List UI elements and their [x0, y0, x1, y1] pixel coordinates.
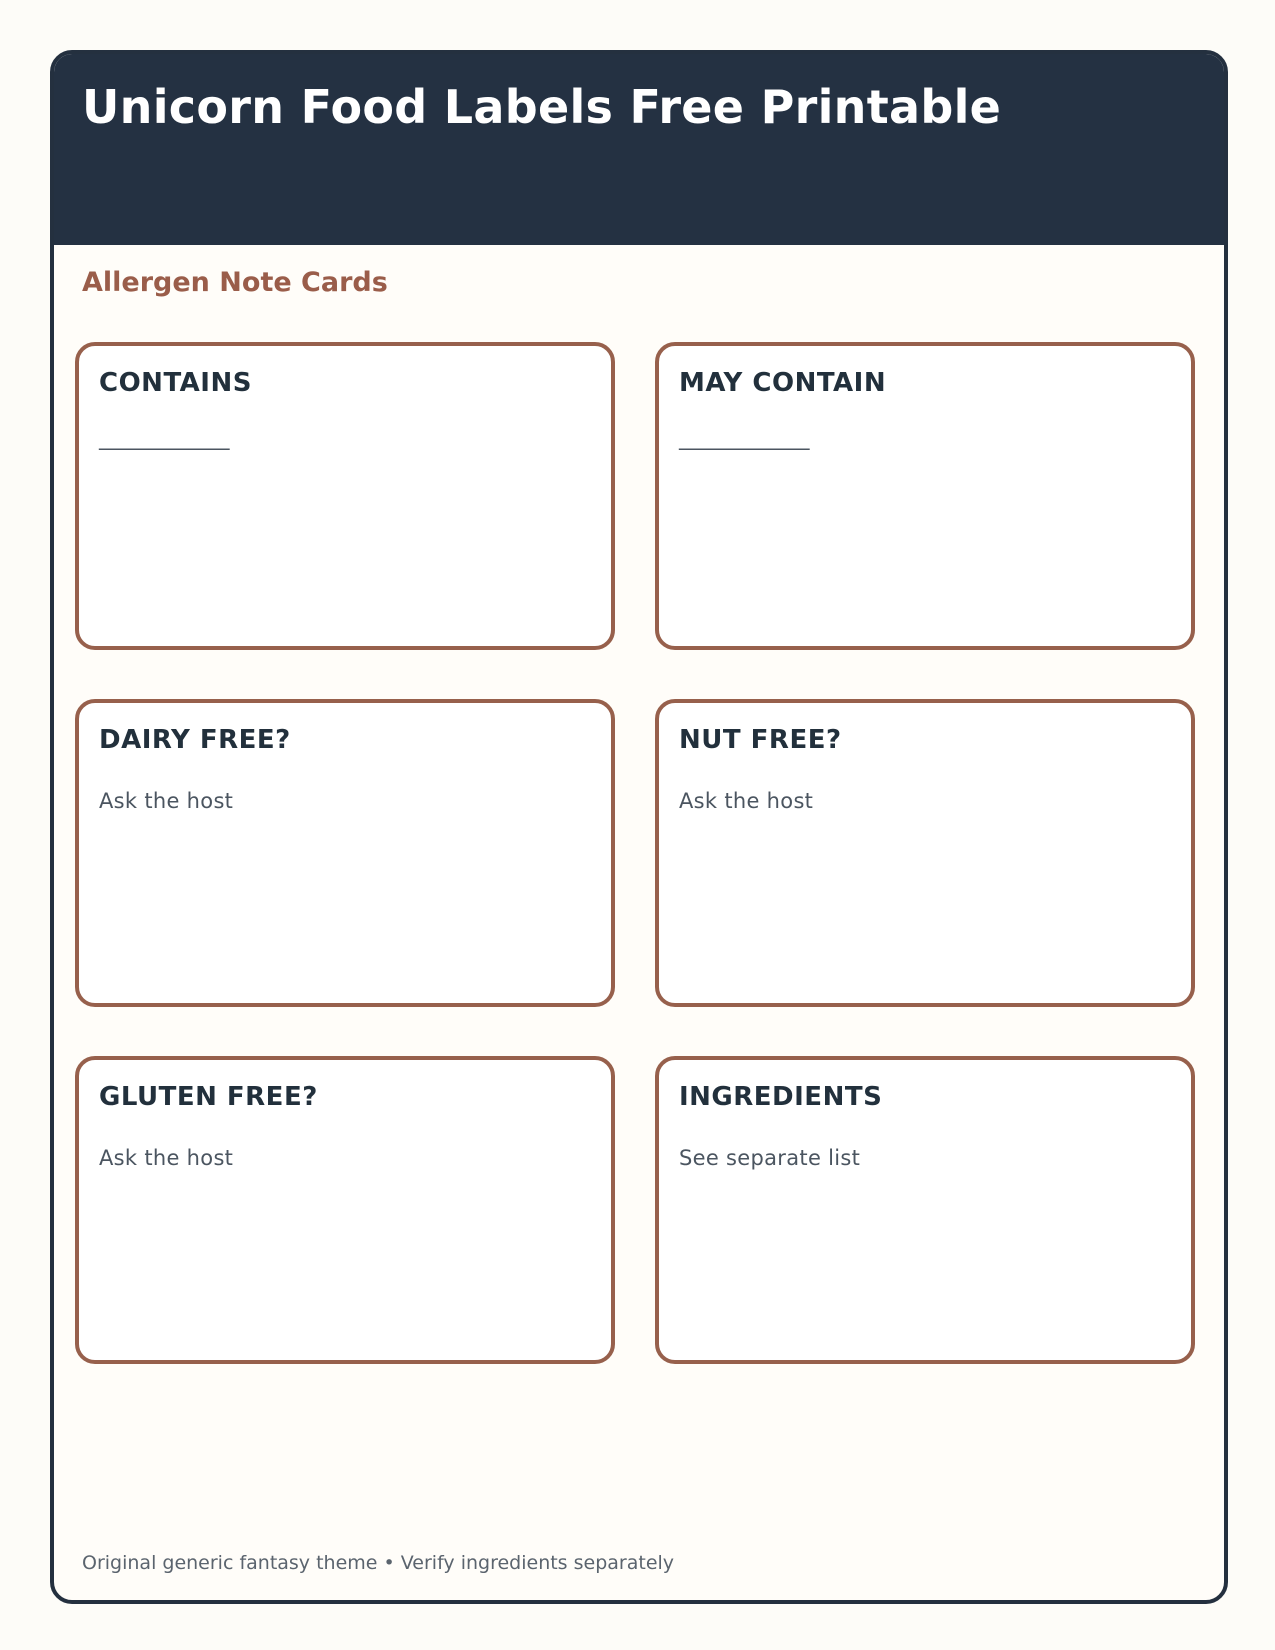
write-in-line: _____________ — [679, 426, 809, 450]
card-nut-free — [655, 699, 1195, 1007]
card-title: GLUTEN FREE? — [99, 1082, 318, 1112]
card-contains — [75, 342, 615, 650]
card-title: DAIRY FREE? — [99, 725, 291, 755]
section-subtitle: Allergen Note Cards — [82, 267, 388, 298]
header-banner — [54, 54, 1224, 245]
card-note: See separate list — [679, 1146, 861, 1170]
page-title: Unicorn Food Labels Free Printable — [82, 80, 1002, 134]
footer-note: Original generic fantasy theme • Verify ingredients separately — [82, 1552, 675, 1574]
card-title: MAY CONTAIN — [679, 368, 887, 398]
card-title: NUT FREE? — [679, 725, 842, 755]
card-note: Ask the host — [99, 789, 234, 813]
card-note: Ask the host — [679, 789, 814, 813]
card-ingredients — [655, 1056, 1195, 1364]
write-in-line: _____________ — [99, 426, 229, 450]
card-may-contain — [655, 342, 1195, 650]
card-note: Ask the host — [99, 1146, 234, 1170]
card-gluten-free — [75, 1056, 615, 1364]
printable-sheet — [50, 50, 1228, 1604]
card-title: INGREDIENTS — [679, 1082, 883, 1112]
card-dairy-free — [75, 699, 615, 1007]
card-title: CONTAINS — [99, 368, 252, 398]
